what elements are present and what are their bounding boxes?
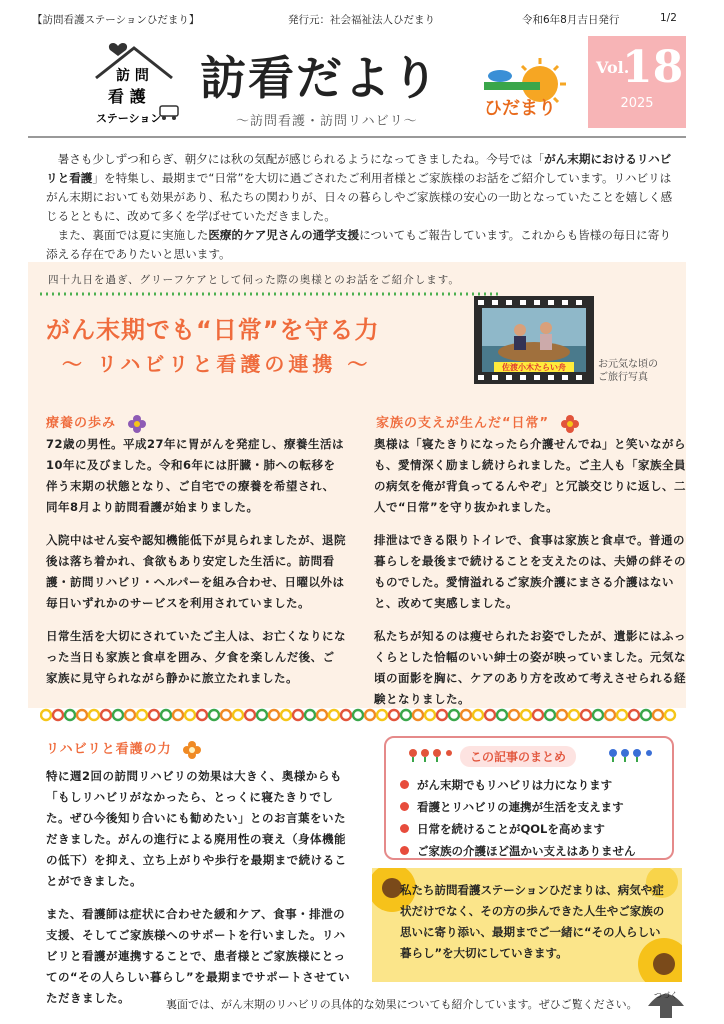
flower-divider-dot — [305, 710, 315, 720]
flower-divider-dot — [389, 710, 399, 720]
bullet-icon — [400, 824, 409, 833]
flower-divider-dot — [473, 710, 483, 720]
flower-divider-dot — [329, 710, 339, 720]
flower-divider-dot — [173, 710, 183, 720]
flower-divider-dot — [593, 710, 603, 720]
section-family-text: 奥様は「寝たきりになったら介護せんでね」と笑いながらも、愛情深く励まし続けられました。ご主人も「家族全員の病気を俺が背負ってるんやぞ」と冗談交じりに返し、二人で“日常”を守り抜かれました。 排泄はできる限りトイレで、食事は家族と食卓で。普通の暮らしを最後まで続けることを支えたのは、夫婦の絆そのものでした。愛情溢れるご家族介護にまさる介護はないと、改めて実感しました。 私たちが知るのは痩せられたお姿でしたが、遺影にはふっくらとした恰幅のいい紳士の姿が映っていました。元気な頃の面影を胸に、ケアのあり方を改めて考えさせられる経験となりました。 — [374, 437, 686, 706]
flower-divider-dot — [293, 710, 303, 720]
bullet-icon — [400, 846, 409, 855]
newsletter-subtitle: 〜訪問看護・訪問リハビリ〜 — [236, 114, 418, 129]
flower-divider-dot — [533, 710, 543, 720]
flower-icon — [561, 415, 579, 433]
flower-divider-dot — [497, 710, 507, 720]
photo-label: 佐渡小木たらい舟 — [502, 363, 566, 372]
header-divider — [28, 136, 686, 138]
svg-text:ステーション: ステーション — [96, 112, 162, 125]
flower-divider-dot — [245, 710, 255, 720]
flower-divider-dot — [641, 710, 651, 720]
section-heading-rehab: リハビリと看護の力 — [46, 738, 201, 759]
summary-item: 看護とリハビリの連携が生活を支えます — [400, 796, 636, 818]
flower-divider-dot — [149, 710, 159, 720]
flower-divider-dot — [161, 710, 171, 720]
flower-divider-dot — [353, 710, 363, 720]
flower-divider-dot — [665, 710, 675, 720]
summary-heading: この記事のまとめ — [460, 746, 576, 767]
flower-divider-dot — [653, 710, 663, 720]
flower-divider-dot — [77, 710, 87, 720]
section-heading-family: 家族の支えが生んだ“日常” — [376, 412, 579, 433]
flower-divider-dot — [425, 710, 435, 720]
vol-number: 18 — [622, 42, 684, 93]
flower-divider-dot — [485, 710, 495, 720]
flower-divider-dot — [521, 710, 531, 720]
intro-paragraph-1: 暑さも少しずつ和らぎ、朝夕には秋の気配が感じられるようになってきましたね。今号では「がん末期におけるリハビリと看護」を特集し、最期まで“日常”を大切に過ごされたご利用者様とご家族様のお話をご紹介しています。リハビリはがん末期においても効果があり、私たちの関わりが、日々の暮らしやご家族様の安心の一助となっていたことを嬉しく感じるとともに、改めて多くを学ばせていただきました。 — [46, 152, 673, 223]
intro-text — [46, 150, 678, 264]
flower-divider-dot — [377, 710, 387, 720]
flower-divider-dot — [257, 710, 267, 720]
travel-photo — [474, 296, 594, 384]
flower-divider-dot — [185, 710, 195, 720]
page-number: 1/2 — [660, 12, 677, 24]
publisher: 発行元：社会福祉法人ひだまり — [288, 14, 435, 26]
closing-message: 私たち訪問看護ステーションひだまりは、病気や症状だけでなく、その方の歩んできた人生やご家族の思いに寄り添い、最期までご一緒に“その人らしい暮らし”を大切にしていきます。 — [400, 883, 665, 960]
flower-divider-dot — [101, 710, 111, 720]
flower-divider-dot — [605, 710, 615, 720]
hidamari-text: ひだまり — [484, 98, 556, 119]
flower-divider-dot — [41, 710, 51, 720]
flower-icon — [183, 741, 201, 759]
flower-divider-dot — [317, 710, 327, 720]
flower-divider-dot — [125, 710, 135, 720]
flower-divider-dot — [233, 710, 243, 720]
flower-divider-dot — [137, 710, 147, 720]
footer-note: 裏面では、がん末期のリハビリの具体的な効果についても紹介しています。ぜひご覧ください。 — [166, 998, 638, 1011]
photo-caption: お元気な頃の ご旅行写真 — [598, 359, 658, 383]
summary-item: がん末期でもリハビリは力になります — [400, 774, 636, 796]
flower-divider-dot — [437, 710, 447, 720]
feature-lead: 四十九日を過ぎ、グリーフケアとして伺った際の奥様とのお話をご紹介します。 — [48, 274, 460, 286]
flower-divider-dot — [545, 710, 555, 720]
continue-text: つづく — [654, 991, 678, 1000]
flower-divider-dot — [509, 710, 519, 720]
flower-divider-dot — [413, 710, 423, 720]
bullet-icon — [400, 780, 409, 789]
flower-divider-dot — [341, 710, 351, 720]
flower-divider-dot — [569, 710, 579, 720]
volume-badge — [588, 36, 686, 128]
flower-row-icon — [408, 748, 452, 762]
flower-divider-dot — [53, 710, 63, 720]
continue-badge — [642, 986, 690, 1020]
vol-year: 2025 — [620, 96, 654, 111]
hidamari-logo — [470, 56, 578, 122]
bullet-icon — [400, 802, 409, 811]
flower-divider-dot — [557, 710, 567, 720]
section-rehab-text: 特に週2回の訪問リハビリの効果は大きく、奥様からも「もしリハビリがなかったら、とっくに寝たきりでした。ぜひ今後知り合いにも勧めたい」とのお言葉をいただきました。がんの進行による廃用性の衰え（身体機能の低下）を抑え、立ち上がりや歩行を最期まで続けることができました。 また、看護師は症状に合わせた緩和ケア、食事・排泄の支援、そしてご家族様へのサポートを行いました。リハビリと看護が連携することで、患者様とご家族様にとっての“その人らしい暮らし”を最期までサポートさせていただきました。 — [46, 769, 351, 1005]
station-name: 【訪問看護ステーションひだまり】 — [32, 14, 200, 26]
vol-label: Vol. — [596, 58, 630, 77]
flower-row-icon — [608, 748, 652, 762]
flower-divider-dot — [269, 710, 279, 720]
newsletter-title: 訪看だより — [200, 51, 440, 105]
flower-divider-dot — [461, 710, 471, 720]
flower-divider-dot — [365, 710, 375, 720]
summary-list — [400, 774, 636, 862]
summary-item: ご家族の介護ほど温かい支えはありません — [400, 840, 636, 862]
flower-divider-dot — [65, 710, 75, 720]
intro-paragraph-2: また、裏面では夏に実施した医療的ケア児さんの通学支援についてもご報告しています。これからも皆様の毎日に寄り添える存在でありたいと思います。 — [46, 228, 671, 261]
flower-divider-dot — [581, 710, 591, 720]
flower-divider-dot — [281, 710, 291, 720]
flower-divider-dot — [209, 710, 219, 720]
issue-date: 令和6年8月吉日発行 — [522, 14, 620, 26]
flower-divider-dot — [401, 710, 411, 720]
flower-icon — [128, 415, 146, 433]
flower-divider-dot — [113, 710, 123, 720]
flower-divider-dot — [617, 710, 627, 720]
meta-bar — [0, 0, 724, 30]
svg-text:看 護: 看 護 — [108, 87, 146, 106]
dotted-divider — [40, 292, 500, 296]
section-recovery-text: 72歳の男性。平成27年に胃がんを発症し、療養生活は10年に及びました。令和6年には肝臓・肺への転移を伴う末期の状態となり、ご自宅での療養を希望され、同年8月より訪問看護が始まりました。 入院中はせん妄や認知機能低下が見られましたが、退院後は落ち着かれ、食欲もあり安定した生活に。訪問看護・訪問リハビリ・ヘルパーを組み合わせ、日曜以外は毎日いずれかのサービスを利用されていました。 日常生活を大切にされていたご主人は、お亡くなりになった当日も家族と食卓を囲み、夕食を楽しんだ後、ご家族に見守られながら静かに旅立たれました。 — [46, 437, 346, 685]
flower-divider-dot — [221, 710, 231, 720]
feature-subtitle: 〜 リハビリと看護の連携 〜 — [62, 352, 372, 376]
flower-divider-dot — [197, 710, 207, 720]
flower-divider-dot — [89, 710, 99, 720]
station-logo — [86, 38, 182, 130]
flower-divider — [40, 708, 680, 722]
section-heading-recovery: 療養の歩み — [46, 412, 146, 433]
flower-divider-dot — [629, 710, 639, 720]
summary-box — [384, 736, 674, 860]
svg-text:訪 問: 訪 問 — [116, 68, 149, 84]
summary-item: 日常を続けることがQOLを高めます — [400, 818, 636, 840]
feature-title: がん末期でも“日常”を守る力 — [46, 316, 380, 344]
flower-divider-dot — [449, 710, 459, 720]
